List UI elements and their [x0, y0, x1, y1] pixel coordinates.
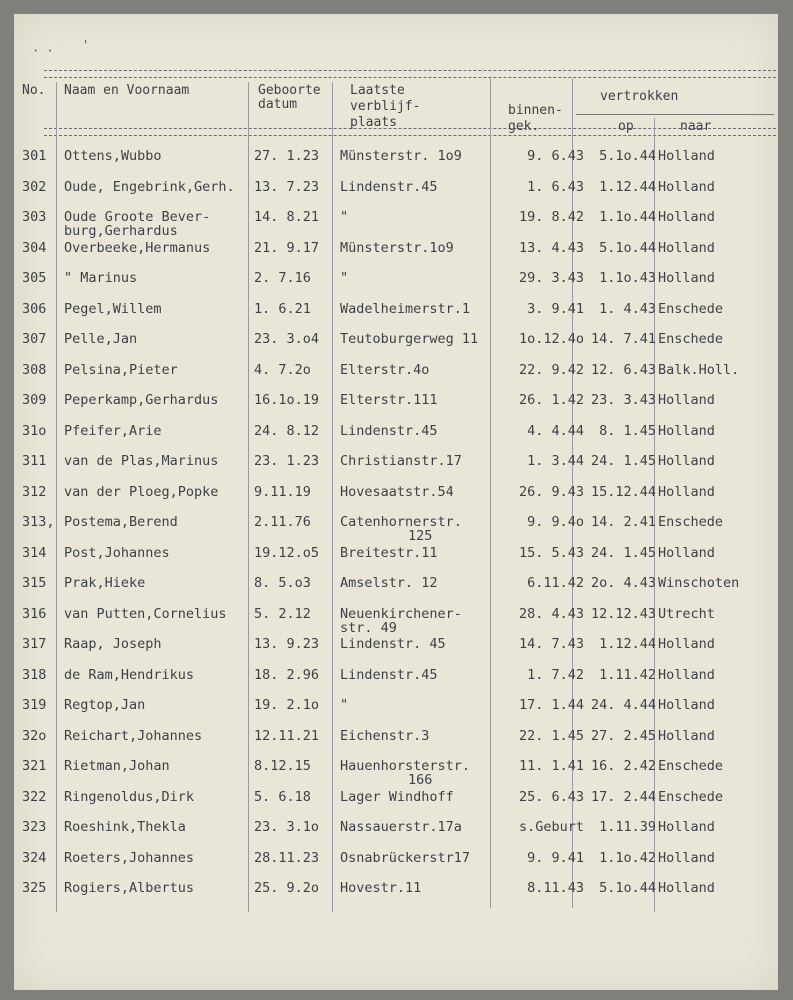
cell-departed: 1.12.44 — [599, 636, 656, 652]
cell-address: Eichenstr.3 — [340, 727, 430, 744]
cell-birth: 23. 1.23 — [254, 453, 320, 469]
cell-address: Hovestr.11 — [340, 880, 422, 896]
cell-address: Neuenkirchener- — [340, 605, 462, 622]
cell-no: 321 — [22, 758, 47, 774]
cell-arrived: 3. 9.41 — [527, 300, 584, 317]
cell-destination: Holland — [658, 148, 715, 164]
cell-address: Lindenstr. 45 — [340, 636, 446, 652]
table-row — [14, 270, 778, 290]
header-in-2: gek. — [508, 119, 540, 134]
cell-name: Prak,Hieke — [64, 575, 146, 591]
cell-address: Münsterstr.1o9 — [340, 239, 454, 256]
header-birth-2: datum — [258, 97, 298, 112]
cell-no: 306 — [22, 300, 47, 317]
cell-name: de Ram,Hendrikus — [64, 666, 195, 683]
cell-destination: Holland — [658, 666, 715, 683]
cell-departed: 1.1o.44 — [599, 209, 656, 225]
cell-destination: Holland — [658, 239, 715, 256]
cell-birth: 18. 2.96 — [254, 666, 320, 683]
cell-arrived: 1o.12.4o — [518, 331, 584, 347]
cell-destination: Holland — [658, 270, 715, 286]
cell-address-continued: str. 49 — [340, 619, 397, 636]
cell-destination: Enschede — [658, 300, 724, 317]
cell-no: 308 — [22, 361, 47, 378]
cell-no: 317 — [22, 636, 47, 652]
cell-name: Rietman,Johan — [64, 758, 170, 774]
table-row — [14, 484, 778, 504]
cell-destination: Holland — [658, 453, 715, 469]
cell-address: Lindenstr.45 — [340, 422, 438, 439]
table-row — [14, 728, 778, 748]
cell-departed: 24. 1.45 — [590, 453, 656, 469]
header-out-underline — [576, 114, 774, 115]
cell-address: Teutoburgerweg 11 — [340, 331, 479, 347]
cell-arrived: 22. 1.45 — [518, 727, 584, 744]
cell-departed: 27. 2.45 — [590, 727, 656, 744]
cell-no: 309 — [22, 392, 47, 408]
cell-no: 301 — [22, 148, 47, 164]
cell-arrived: 14. 7.43 — [518, 636, 584, 652]
table-row — [14, 789, 778, 809]
cell-name: Postema,Berend — [64, 514, 178, 530]
header-double-rule — [44, 128, 776, 136]
cell-name: Oude Groote Bever- — [64, 209, 211, 225]
cell-arrived: 13. 4.43 — [518, 239, 584, 256]
cell-address: Elterstr.111 — [340, 392, 438, 408]
table-row — [14, 392, 778, 412]
cell-name: Oude, Engebrink,Gerh. — [64, 178, 235, 195]
cell-destination: Holland — [658, 178, 715, 195]
table-row — [14, 758, 778, 778]
cell-name: van Putten,Cornelius — [64, 605, 227, 622]
cell-arrived: 28. 4.43 — [518, 605, 584, 622]
table-row — [14, 240, 778, 260]
cell-departed: 1. 4.43 — [599, 300, 656, 317]
cell-no: 303 — [22, 209, 47, 225]
cell-arrived: 9. 6.43 — [527, 148, 584, 164]
cell-birth: 25. 9.2o — [254, 880, 320, 896]
cell-departed: 5.1o.44 — [599, 148, 656, 164]
cell-arrived: 8.11.43 — [527, 880, 584, 896]
cell-birth: 9.11.19 — [254, 483, 311, 500]
cell-address: " — [340, 209, 349, 225]
cell-birth: 16.1o.19 — [254, 392, 320, 408]
cell-name: Roeters,Johannes — [64, 849, 195, 866]
cell-name: Ottens,Wubbo — [64, 148, 162, 164]
cell-name: Pelsina,Pieter — [64, 361, 178, 378]
cell-birth: 13. 7.23 — [254, 178, 320, 195]
table-row — [14, 423, 778, 443]
cell-departed: 5.1o.44 — [599, 880, 656, 896]
cell-destination: Holland — [658, 697, 715, 713]
cell-destination: Holland — [658, 880, 715, 896]
cell-address: Nassauerstr.17a — [340, 819, 462, 835]
cell-birth: 19. 2.1o — [254, 697, 320, 713]
cell-no: 316 — [22, 605, 47, 622]
cell-departed: 1.1o.43 — [599, 270, 656, 286]
cell-birth: 4. 7.2o — [254, 361, 311, 378]
document-page — [14, 14, 778, 990]
cell-destination: Enschede — [658, 514, 724, 530]
cell-address-continued: 166 — [408, 772, 433, 788]
cell-no: 307 — [22, 331, 47, 347]
cell-arrived: 29. 3.43 — [518, 270, 584, 286]
cell-departed: 12. 6.43 — [590, 361, 656, 378]
cell-birth: 8. 5.o3 — [254, 575, 311, 591]
header-addr-2: verblijf- — [350, 99, 421, 114]
cell-name: Pelle,Jan — [64, 331, 138, 347]
cell-destination: Holland — [658, 483, 715, 500]
cell-birth: 12.11.21 — [254, 727, 320, 744]
cell-name: Pegel,Willem — [64, 300, 162, 317]
cell-no: 312 — [22, 483, 47, 500]
cell-no: 304 — [22, 239, 47, 256]
cell-destination: Winschoten — [658, 575, 740, 591]
cell-destination: Balk.Holl. — [658, 361, 740, 378]
cell-arrived: 15. 5.43 — [518, 544, 584, 561]
cell-birth: 21. 9.17 — [254, 239, 320, 256]
cell-destination: Holland — [658, 849, 715, 866]
cell-no: 31o — [22, 422, 47, 439]
cell-name: Peperkamp,Gerhardus — [64, 392, 219, 408]
header-in-1: binnen- — [508, 103, 563, 118]
cell-arrived: 19. 8.42 — [518, 209, 584, 225]
table-row — [14, 819, 778, 839]
cell-birth: 13. 9.23 — [254, 636, 320, 652]
table-row — [14, 148, 778, 168]
cell-departed: 2o. 4.43 — [590, 575, 656, 591]
cell-departed: 1.12.44 — [599, 178, 656, 195]
table-row — [14, 545, 778, 565]
table-row — [14, 575, 778, 595]
cell-arrived: 1. 6.43 — [527, 178, 584, 195]
cell-name-continued: burg,Gerhardus — [64, 223, 178, 239]
cell-address: Münsterstr. 1o9 — [340, 148, 462, 164]
cell-no: 323 — [22, 819, 47, 835]
cell-no: 302 — [22, 178, 47, 195]
cell-birth: 2. 7.16 — [254, 270, 311, 286]
cell-name: Raap, Joseph — [64, 636, 162, 652]
cell-birth: 23. 3.o4 — [254, 331, 320, 347]
cell-departed: 5.1o.44 — [599, 239, 656, 256]
cell-address: Breitestr.11 — [340, 544, 438, 561]
cell-arrived: 1. 3.44 — [527, 453, 584, 469]
cell-no: 311 — [22, 453, 47, 469]
cell-birth: 5. 2.12 — [254, 605, 311, 622]
cell-departed: 14. 2.41 — [590, 514, 656, 530]
table-row — [14, 667, 778, 687]
cell-address: Christianstr.17 — [340, 453, 462, 469]
cell-name: Pfeifer,Arie — [64, 422, 162, 439]
table-row — [14, 453, 778, 473]
cell-destination: Holland — [658, 209, 715, 225]
cell-arrived: s.Geburt — [518, 819, 584, 835]
cell-name: Regtop,Jan — [64, 697, 146, 713]
cell-address-continued: 125 — [408, 528, 433, 544]
cell-no: 315 — [22, 575, 47, 591]
cell-address: Lindenstr.45 — [340, 666, 438, 683]
table-row — [14, 362, 778, 382]
cell-destination: Utrecht — [658, 605, 715, 622]
cell-arrived: 6.11.42 — [527, 575, 584, 591]
punch-mark: · · — [32, 44, 54, 58]
cell-destination: Enschede — [658, 788, 724, 805]
punch-mark: ' — [82, 38, 90, 52]
cell-departed: 1.11.42 — [599, 666, 656, 683]
cell-no: 319 — [22, 697, 47, 713]
cell-name: Rogiers,Albertus — [64, 880, 195, 896]
cell-address: Elterstr.4o — [340, 361, 430, 378]
cell-address: " — [340, 697, 349, 713]
cell-address: Catenhornerstr. — [340, 514, 462, 530]
cell-address: Osnabrückerstr17 — [340, 849, 471, 866]
cell-destination: Enschede — [658, 758, 724, 774]
cell-birth: 23. 3.1o — [254, 819, 320, 835]
cell-arrived: 25. 6.43 — [518, 788, 584, 805]
cell-departed: 12.12.43 — [590, 605, 656, 622]
header-on: op — [618, 119, 634, 134]
cell-birth: 8.12.15 — [254, 758, 311, 774]
cell-arrived: 26. 9.43 — [518, 483, 584, 500]
cell-departed: 24. 4.44 — [590, 697, 656, 713]
table-row — [14, 331, 778, 351]
cell-destination: Holland — [658, 422, 715, 439]
cell-name: Overbeeke,Hermanus — [64, 239, 211, 256]
cell-destination: Holland — [658, 544, 715, 561]
cell-birth: 5. 6.18 — [254, 788, 311, 805]
table-row — [14, 697, 778, 717]
cell-no: 322 — [22, 788, 47, 805]
cell-address: Amselstr. 12 — [340, 575, 438, 591]
cell-name: Roeshink,Thekla — [64, 819, 186, 835]
cell-name: van de Plas,Marinus — [64, 453, 219, 469]
cell-no: 313, — [22, 514, 55, 530]
header-to: naar — [680, 119, 712, 134]
cell-no: 314 — [22, 544, 47, 561]
header-addr-1: Laatste — [350, 83, 405, 98]
cell-arrived: 9. 9.4o — [527, 514, 584, 530]
cell-birth: 28.11.23 — [254, 849, 320, 866]
cell-departed: 23. 3.43 — [590, 392, 656, 408]
cell-departed: 15.12.44 — [590, 483, 656, 500]
table-row — [14, 880, 778, 900]
cell-arrived: 22. 9.42 — [518, 361, 584, 378]
cell-birth: 1. 6.21 — [254, 300, 311, 317]
cell-name: Reichart,Johannes — [64, 727, 203, 744]
cell-departed: 1.11.39 — [599, 819, 656, 835]
cell-address: Lindenstr.45 — [340, 178, 438, 195]
cell-address: Lager Windhoff — [340, 788, 454, 805]
cell-departed: 17. 2.44 — [590, 788, 656, 805]
cell-arrived: 17. 1.44 — [518, 697, 584, 713]
cell-departed: 8. 1.45 — [599, 422, 656, 439]
header-name: Naam en Voornaam — [64, 83, 190, 98]
cell-no: 318 — [22, 666, 47, 683]
cell-destination: Holland — [658, 819, 715, 835]
cell-address: " — [340, 270, 349, 286]
cell-birth: 14. 8.21 — [254, 209, 320, 225]
cell-name: van der Ploeg,Popke — [64, 483, 219, 500]
cell-arrived: 9. 9.41 — [527, 849, 584, 866]
table-row — [14, 301, 778, 321]
cell-arrived: 4. 4.44 — [527, 422, 584, 439]
cell-departed: 16. 2.42 — [590, 758, 656, 774]
cell-birth: 27. 1.23 — [254, 148, 320, 164]
cell-no: 325 — [22, 880, 47, 896]
cell-departed: 14. 7.41 — [590, 331, 656, 347]
cell-no: 305 — [22, 270, 47, 286]
cell-address: Hovesaatstr.54 — [340, 483, 454, 500]
cell-arrived: 11. 1.41 — [518, 758, 584, 774]
cell-name: Ringenoldus,Dirk — [64, 788, 195, 805]
cell-no: 32o — [22, 727, 47, 744]
header-birth-1: Geboorte — [258, 83, 321, 98]
cell-name: " Marinus — [64, 270, 138, 286]
cell-address: Wadelheimerstr.1 — [340, 300, 471, 317]
cell-arrived: 26. 1.42 — [518, 392, 584, 408]
table-row — [14, 636, 778, 656]
cell-birth: 2.11.76 — [254, 514, 311, 530]
cell-address: Hauenhorsterstr. — [340, 758, 471, 774]
cell-destination: Holland — [658, 727, 715, 744]
table-row — [14, 850, 778, 870]
header-out: vertrokken — [600, 89, 679, 104]
table-row — [14, 514, 778, 534]
cell-birth: 24. 8.12 — [254, 422, 320, 439]
header-addr-3: plaats — [350, 115, 397, 130]
cell-no: 324 — [22, 849, 47, 866]
cell-destination: Enschede — [658, 331, 724, 347]
header-no: No. — [22, 83, 46, 98]
top-double-rule — [44, 70, 776, 78]
table-row — [14, 179, 778, 199]
cell-name: Post,Johannes — [64, 544, 170, 561]
cell-departed: 1.1o.42 — [599, 849, 656, 866]
cell-birth: 19.12.o5 — [254, 544, 320, 561]
cell-arrived: 1. 7.42 — [527, 666, 584, 683]
cell-destination: Holland — [658, 392, 715, 408]
cell-departed: 24. 1.45 — [590, 544, 656, 561]
cell-destination: Holland — [658, 636, 715, 652]
